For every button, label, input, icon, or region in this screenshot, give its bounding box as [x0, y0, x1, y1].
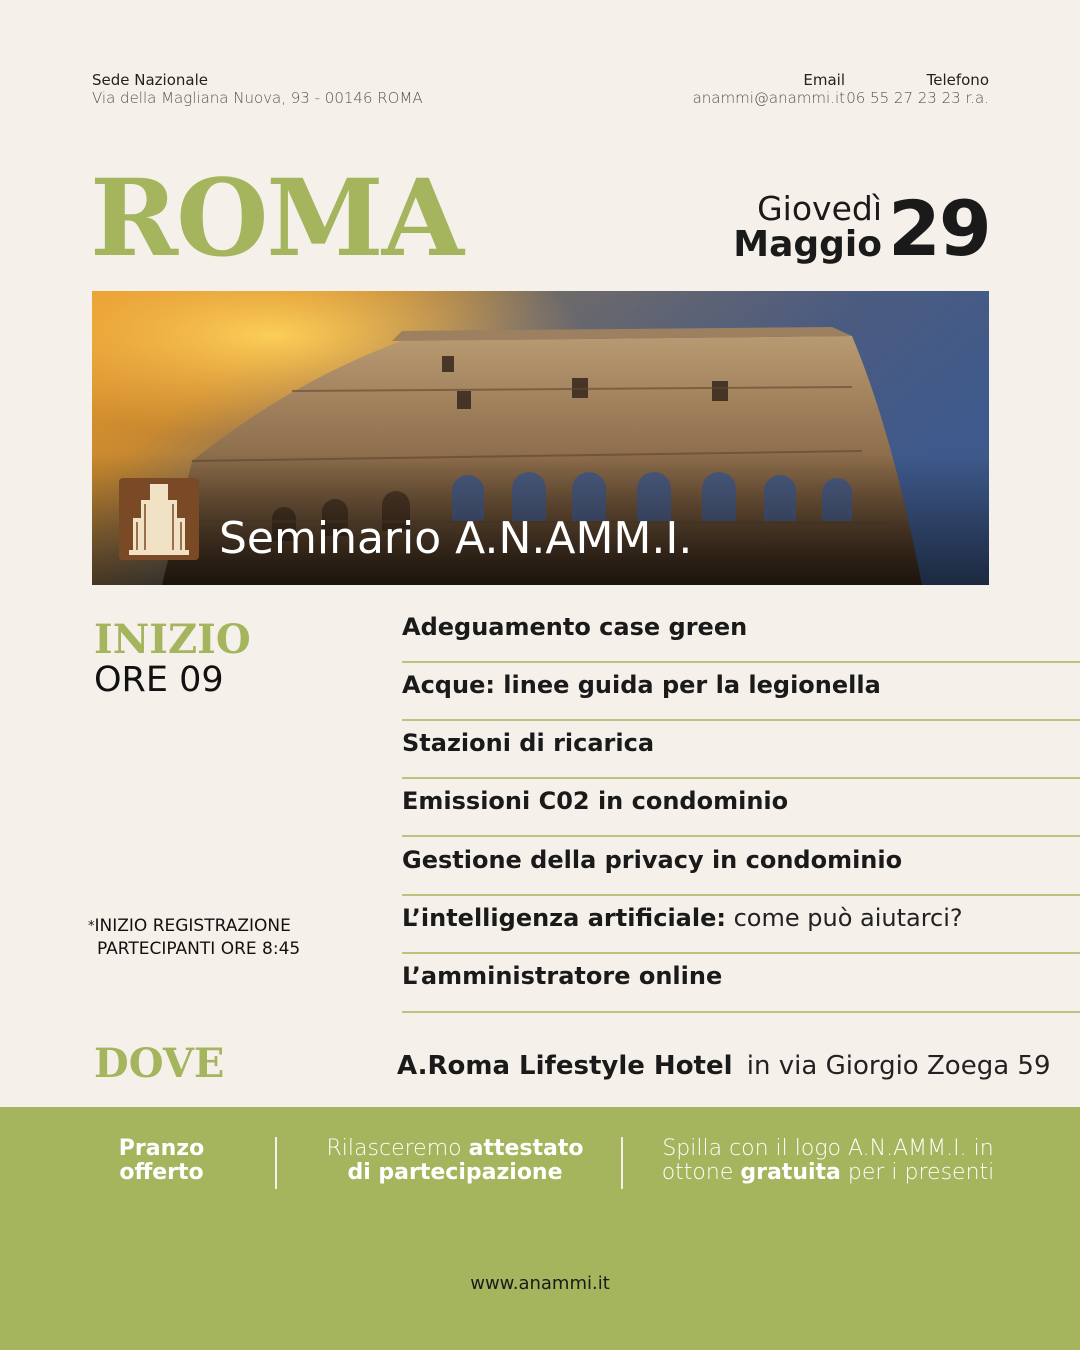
date-month: Maggio — [733, 224, 882, 265]
venue-address: in via Giorgio Zoega 59 — [746, 1051, 1051, 1081]
pin-line2-light-a: ottone — [661, 1160, 741, 1185]
registration-note — [88, 915, 300, 961]
note-line2: PARTECIPANTI ORE 8:45 — [97, 939, 301, 959]
office-label: Sede Nazionale — [92, 71, 208, 89]
topic-title: Gestione della privacy in condominio — [402, 846, 903, 874]
location-line — [397, 1049, 1050, 1083]
banner — [92, 291, 989, 585]
topic-item — [402, 954, 1080, 1013]
topic-item — [402, 663, 1080, 721]
certificate-line1-bold: attestato — [468, 1136, 584, 1161]
footer-divider — [275, 1137, 277, 1189]
logo-building-icon — [119, 478, 199, 560]
lunch-line2: offerto — [119, 1160, 204, 1185]
footer-pin — [643, 1137, 1013, 1185]
venue-name: A.Roma Lifestyle Hotel — [397, 1051, 733, 1081]
pin-line2-bold: gratuita — [740, 1160, 841, 1185]
anammi-logo — [119, 478, 199, 560]
footer-lunch — [90, 1137, 233, 1185]
topic-item — [402, 721, 1080, 779]
footer — [0, 1107, 1080, 1350]
topic-subtitle: come può aiutarci? — [725, 904, 963, 932]
footer-certificate — [300, 1137, 610, 1185]
topic-item — [402, 838, 1080, 896]
topic-title: L’amministratore online — [402, 962, 723, 990]
note-star: * — [88, 919, 95, 934]
certificate-line2-bold: di partecipazione — [347, 1160, 563, 1185]
pin-line1: Spilla con il logo A.N.AMM.I. in — [662, 1136, 994, 1161]
topic-title: Adeguamento case green — [402, 613, 748, 641]
topic-title: L’intelligenza artificiale: — [402, 904, 726, 932]
topic-title: Acque: linee guida per la legionella — [402, 671, 881, 699]
start-label: INIZIO — [94, 616, 251, 663]
office-address: Via della Magliana Nuova, 93 - 00146 ROMA — [92, 89, 423, 107]
email-link[interactable]: anammi@anammi.it — [692, 89, 845, 107]
topic-title: Emissioni C02 in condominio — [402, 787, 789, 815]
website-link[interactable]: www.anammi.it — [470, 1273, 610, 1294]
email-block — [660, 71, 845, 107]
city-title: ROMA — [90, 155, 463, 280]
topic-item — [402, 896, 1080, 954]
start-time: ORE 09 — [94, 660, 224, 700]
lunch-line1: Pranzo — [118, 1136, 205, 1161]
phone-label: Telefono — [926, 71, 989, 89]
email-label: Email — [803, 71, 845, 89]
location-label: DOVE — [94, 1040, 225, 1087]
topic-item — [402, 779, 1080, 837]
phone-link[interactable]: 06 55 27 23 23 r.a. — [846, 89, 989, 107]
phone-block — [845, 71, 989, 107]
date-day: 29 — [888, 184, 990, 273]
pin-line2-light-b: per i presenti — [840, 1160, 995, 1185]
date-weekday: Giovedì — [757, 189, 882, 228]
note-line1: INIZIO REGISTRAZIONE — [94, 916, 291, 936]
topic-title: Stazioni di ricarica — [402, 729, 655, 757]
certificate-line1-light: Rilasceremo — [326, 1136, 469, 1161]
topic-item — [402, 605, 1080, 663]
banner-title: Seminario A.N.AMM.I. — [219, 513, 693, 564]
footer-divider — [621, 1137, 623, 1189]
